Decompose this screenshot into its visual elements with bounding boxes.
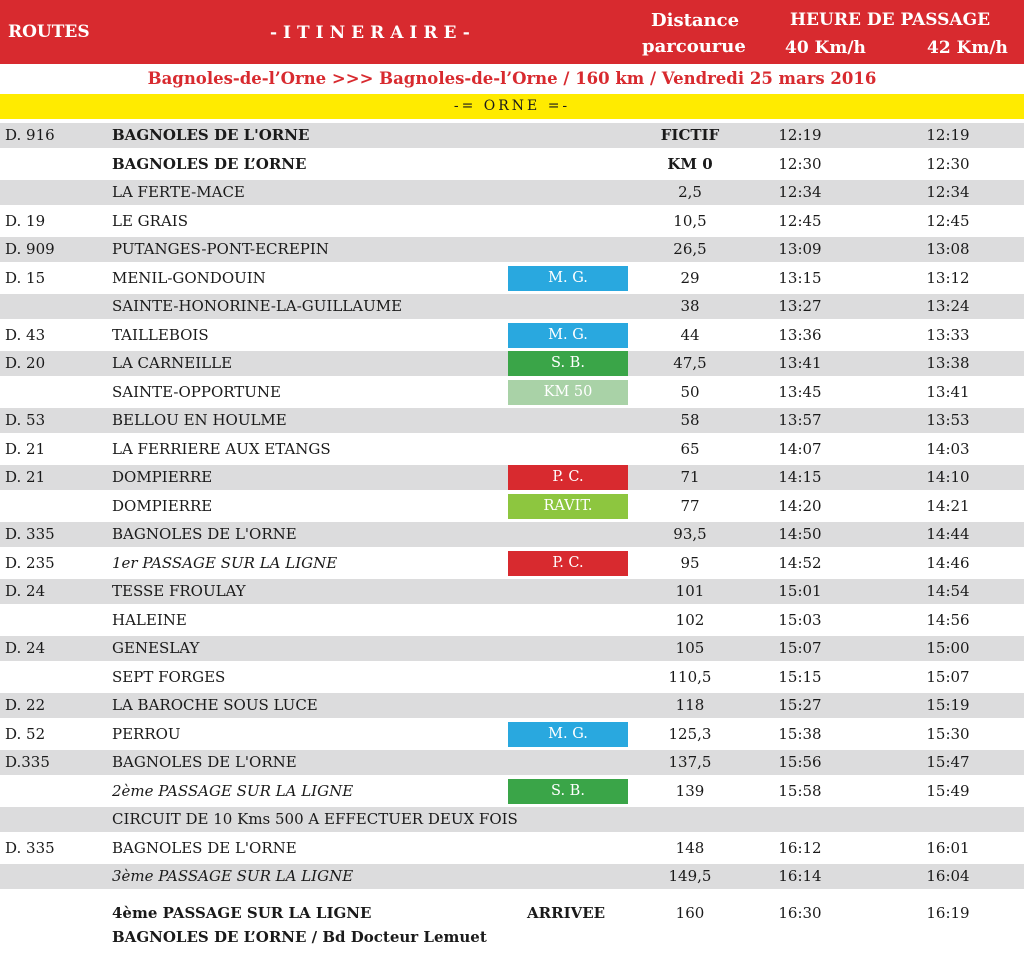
time-40-cell: 13:41 xyxy=(778,354,822,373)
time-42-cell: 12:34 xyxy=(926,183,970,202)
time-40-cell: 16:14 xyxy=(778,867,822,886)
route-cell: D. 53 xyxy=(5,411,46,430)
distance-cell: 10,5 xyxy=(673,211,707,230)
checkpoint-badge: KM 50 xyxy=(508,380,628,405)
place-cell: BAGNOLES DE L’ORNE xyxy=(112,154,307,173)
place-cell: SAINTE-OPPORTUNE xyxy=(112,382,281,401)
distance-cell: 29 xyxy=(680,268,700,287)
distance-cell: 110,5 xyxy=(668,667,712,686)
table-row xyxy=(0,294,1024,319)
table-row xyxy=(0,807,1024,832)
time-42-cell: 15:07 xyxy=(926,667,970,686)
time-40-cell: 16:12 xyxy=(778,838,822,857)
place-cell: 1er PASSAGE SUR LA LIGNE xyxy=(112,553,338,572)
table-row xyxy=(0,380,1024,405)
checkpoint-badge: P. C. xyxy=(508,465,628,490)
department-banner: -= ORNE =- xyxy=(0,94,1024,119)
checkpoint-badge: S. B. xyxy=(508,351,628,376)
time-40-cell: 12:45 xyxy=(778,211,822,230)
place-cell: 3ème PASSAGE SUR LA LIGNE xyxy=(112,867,354,886)
distance-column-header: Distance xyxy=(651,10,740,31)
time-40-cell: 13:27 xyxy=(778,297,822,316)
time-40-cell: 13:09 xyxy=(778,240,822,259)
time-42-cell: 15:49 xyxy=(926,781,970,800)
time-40-cell: 15:03 xyxy=(778,610,822,629)
distance-cell: 101 xyxy=(675,582,705,601)
table-row xyxy=(0,323,1024,348)
time-42-cell: 14:44 xyxy=(926,525,970,544)
table-row xyxy=(0,636,1024,661)
time-42-cell: 14:10 xyxy=(926,468,970,487)
route-cell: D. 235 xyxy=(5,553,55,572)
time-40-cell: 14:15 xyxy=(778,468,822,487)
time-40-cell: 15:27 xyxy=(778,696,822,715)
time-42-cell: 12:30 xyxy=(926,154,970,173)
table-row xyxy=(0,237,1024,262)
distance-cell: 105 xyxy=(675,639,705,658)
time-40-cell: 15:01 xyxy=(778,582,822,601)
distance-cell: 71 xyxy=(680,468,700,487)
table-row xyxy=(0,864,1024,889)
distance-cell: 95 xyxy=(680,553,700,572)
time-42-cell: 15:47 xyxy=(926,753,970,772)
time-40-cell: 13:36 xyxy=(778,325,822,344)
finish-location: BAGNOLES DE L’ORNE / Bd Docteur Lemuet xyxy=(112,928,487,946)
time-42-cell: 14:46 xyxy=(926,553,970,572)
time-40-cell: 13:57 xyxy=(778,411,822,430)
place-cell: DOMPIERRE xyxy=(112,496,213,515)
time-40-cell: 15:07 xyxy=(778,639,822,658)
final-row xyxy=(0,902,1024,950)
checkpoint-badge: S. B. xyxy=(508,779,628,804)
time-42-cell: 14:54 xyxy=(926,582,970,601)
time-40-cell: 12:34 xyxy=(778,183,822,202)
distance-cell: 58 xyxy=(680,411,700,430)
place-cell: BAGNOLES DE L'ORNE xyxy=(112,525,297,544)
route-cell: D. 22 xyxy=(5,696,46,715)
time-40-cell: 15:15 xyxy=(778,667,822,686)
table-row xyxy=(0,836,1024,861)
time-42-cell: 14:21 xyxy=(926,496,970,515)
route-cell: D. 15 xyxy=(5,268,46,287)
distance-column-header-line2: parcourue xyxy=(642,36,746,57)
route-cell: D. 335 xyxy=(5,838,55,857)
time-42-cell: 13:12 xyxy=(926,268,970,287)
place-cell: SEPT FORGES xyxy=(112,667,226,686)
place-cell: CIRCUIT DE 10 Kms 500 A EFFECTUER DEUX FOIS xyxy=(112,810,518,829)
time-40-cell: 13:15 xyxy=(778,268,822,287)
table-row xyxy=(0,693,1024,718)
final-distance: 160 xyxy=(675,904,705,922)
route-cell: D. 21 xyxy=(5,468,46,487)
table-row xyxy=(0,551,1024,576)
place-cell: BAGNOLES DE L'ORNE xyxy=(112,838,297,857)
table-row xyxy=(0,408,1024,433)
place-cell: LE GRAIS xyxy=(112,211,188,230)
time-42-cell: 13:53 xyxy=(926,411,970,430)
route-cell: D. 909 xyxy=(5,240,55,259)
speed-40-header: 40 Km/h xyxy=(785,38,866,58)
table-row xyxy=(0,494,1024,519)
place-cell: TAILLEBOIS xyxy=(112,325,209,344)
time-40-cell: 14:52 xyxy=(778,553,822,572)
time-40-cell: 12:19 xyxy=(778,126,822,144)
distance-cell: 102 xyxy=(675,610,705,629)
time-42-cell: 12:19 xyxy=(926,126,970,144)
time-40-cell: 15:58 xyxy=(778,781,822,800)
table-row xyxy=(0,266,1024,291)
place-cell: MENIL-GONDOUIN xyxy=(112,268,266,287)
heure-de-passage-header: HEURE DE PASSAGE xyxy=(790,10,991,30)
distance-cell: 44 xyxy=(680,325,700,344)
route-cell: D. 52 xyxy=(5,724,46,743)
table-row xyxy=(0,351,1024,376)
time-42-cell: 16:04 xyxy=(926,867,970,886)
time-42-cell: 13:33 xyxy=(926,325,970,344)
table-row xyxy=(0,123,1024,148)
table-row xyxy=(0,522,1024,547)
table-row xyxy=(0,665,1024,690)
table-row xyxy=(0,779,1024,804)
table-row xyxy=(0,579,1024,604)
place-cell: BAGNOLES DE L'ORNE xyxy=(112,753,297,772)
table-row xyxy=(0,152,1024,177)
time-40-cell: 14:50 xyxy=(778,525,822,544)
checkpoint-badge: M. G. xyxy=(508,722,628,747)
time-40-cell: 15:56 xyxy=(778,753,822,772)
place-cell: PUTANGES-PONT-ECREPIN xyxy=(112,240,329,259)
time-40-cell: 12:30 xyxy=(778,154,822,173)
distance-cell: 65 xyxy=(680,439,700,458)
time-42-cell: 13:41 xyxy=(926,382,970,401)
distance-cell: 118 xyxy=(675,696,705,715)
time-42-cell: 15:00 xyxy=(926,639,970,658)
route-cell: D. 916 xyxy=(5,126,55,144)
distance-cell: 148 xyxy=(675,838,705,857)
distance-cell: 2,5 xyxy=(678,183,702,202)
time-42-cell: 15:30 xyxy=(926,724,970,743)
route-cell: D. 24 xyxy=(5,639,46,658)
time-42-cell: 15:19 xyxy=(926,696,970,715)
place-cell: LA BAROCHE SOUS LUCE xyxy=(112,696,318,715)
route-cell: D. 19 xyxy=(5,211,46,230)
speed-42-header: 42 Km/h xyxy=(927,38,1008,58)
table-row xyxy=(0,722,1024,747)
place-cell: SAINTE-HONORINE-LA-GUILLAUME xyxy=(112,297,403,316)
time-42-cell: 13:38 xyxy=(926,354,970,373)
distance-cell: KM 0 xyxy=(667,154,713,173)
time-42-cell: 13:24 xyxy=(926,297,970,316)
time-40-cell: 14:07 xyxy=(778,439,822,458)
place-cell: 2ème PASSAGE SUR LA LIGNE xyxy=(112,781,354,800)
routes-column-header: ROUTES xyxy=(8,22,90,42)
time-40-cell: 15:38 xyxy=(778,724,822,743)
table-row xyxy=(0,437,1024,462)
place-cell: BELLOU EN HOULME xyxy=(112,411,287,430)
distance-cell: 137,5 xyxy=(668,753,712,772)
itinerary-table xyxy=(0,123,1024,893)
table-row xyxy=(0,209,1024,234)
place-cell: LA CARNEILLE xyxy=(112,354,233,373)
time-42-cell: 14:03 xyxy=(926,439,970,458)
table-header xyxy=(0,0,1024,64)
distance-cell: 26,5 xyxy=(673,240,707,259)
place-cell: BAGNOLES DE L'ORNE xyxy=(112,126,310,144)
place-cell: PERROU xyxy=(112,724,181,743)
distance-cell: 50 xyxy=(680,382,700,401)
race-subtitle: Bagnoles-de-l’Orne >>> Bagnoles-de-l’Orne / 160 km / Vendredi 25 mars 2016 xyxy=(147,69,877,88)
route-cell: D.335 xyxy=(5,753,50,772)
route-cell: D. 335 xyxy=(5,525,55,544)
distance-cell: 38 xyxy=(680,297,700,316)
table-row xyxy=(0,608,1024,633)
itineraire-column-header: -ITINERAIRE- xyxy=(270,23,476,43)
time-40-cell: 14:20 xyxy=(778,496,822,515)
time-40-cell: 13:45 xyxy=(778,382,822,401)
final-passage-label: 4ème PASSAGE SUR LA LIGNE xyxy=(112,904,372,922)
place-cell: GENESLAY xyxy=(112,639,200,658)
place-cell: LA FERRIERE AUX ETANGS xyxy=(112,439,331,458)
table-row xyxy=(0,750,1024,775)
time-42-cell: 16:01 xyxy=(926,838,970,857)
time-42-cell: 14:56 xyxy=(926,610,970,629)
time-42-cell: 13:08 xyxy=(926,240,970,259)
distance-cell: 47,5 xyxy=(673,354,707,373)
distance-cell: 125,3 xyxy=(668,724,712,743)
distance-cell: FICTIF xyxy=(660,126,720,144)
distance-cell: 93,5 xyxy=(673,525,707,544)
route-cell: D. 43 xyxy=(5,325,46,344)
place-cell: LA FERTE-MACE xyxy=(112,183,245,202)
route-cell: D. 24 xyxy=(5,582,46,601)
table-row xyxy=(0,180,1024,205)
final-time-42: 16:19 xyxy=(926,904,970,922)
time-42-cell: 12:45 xyxy=(926,211,970,230)
final-time-40: 16:30 xyxy=(778,904,822,922)
checkpoint-badge: P. C. xyxy=(508,551,628,576)
arrivee-label: ARRIVEE xyxy=(527,904,606,922)
distance-cell: 139 xyxy=(675,781,705,800)
place-cell: HALEINE xyxy=(112,610,187,629)
checkpoint-badge: M. G. xyxy=(508,266,628,291)
route-cell: D. 21 xyxy=(5,439,46,458)
distance-cell: 77 xyxy=(680,496,700,515)
table-row xyxy=(0,465,1024,490)
checkpoint-badge: M. G. xyxy=(508,323,628,348)
checkpoint-badge: RAVIT. xyxy=(508,494,628,519)
distance-cell: 149,5 xyxy=(668,867,712,886)
route-cell: D. 20 xyxy=(5,354,46,373)
place-cell: DOMPIERRE xyxy=(112,468,213,487)
place-cell: TESSE FROULAY xyxy=(112,582,246,601)
